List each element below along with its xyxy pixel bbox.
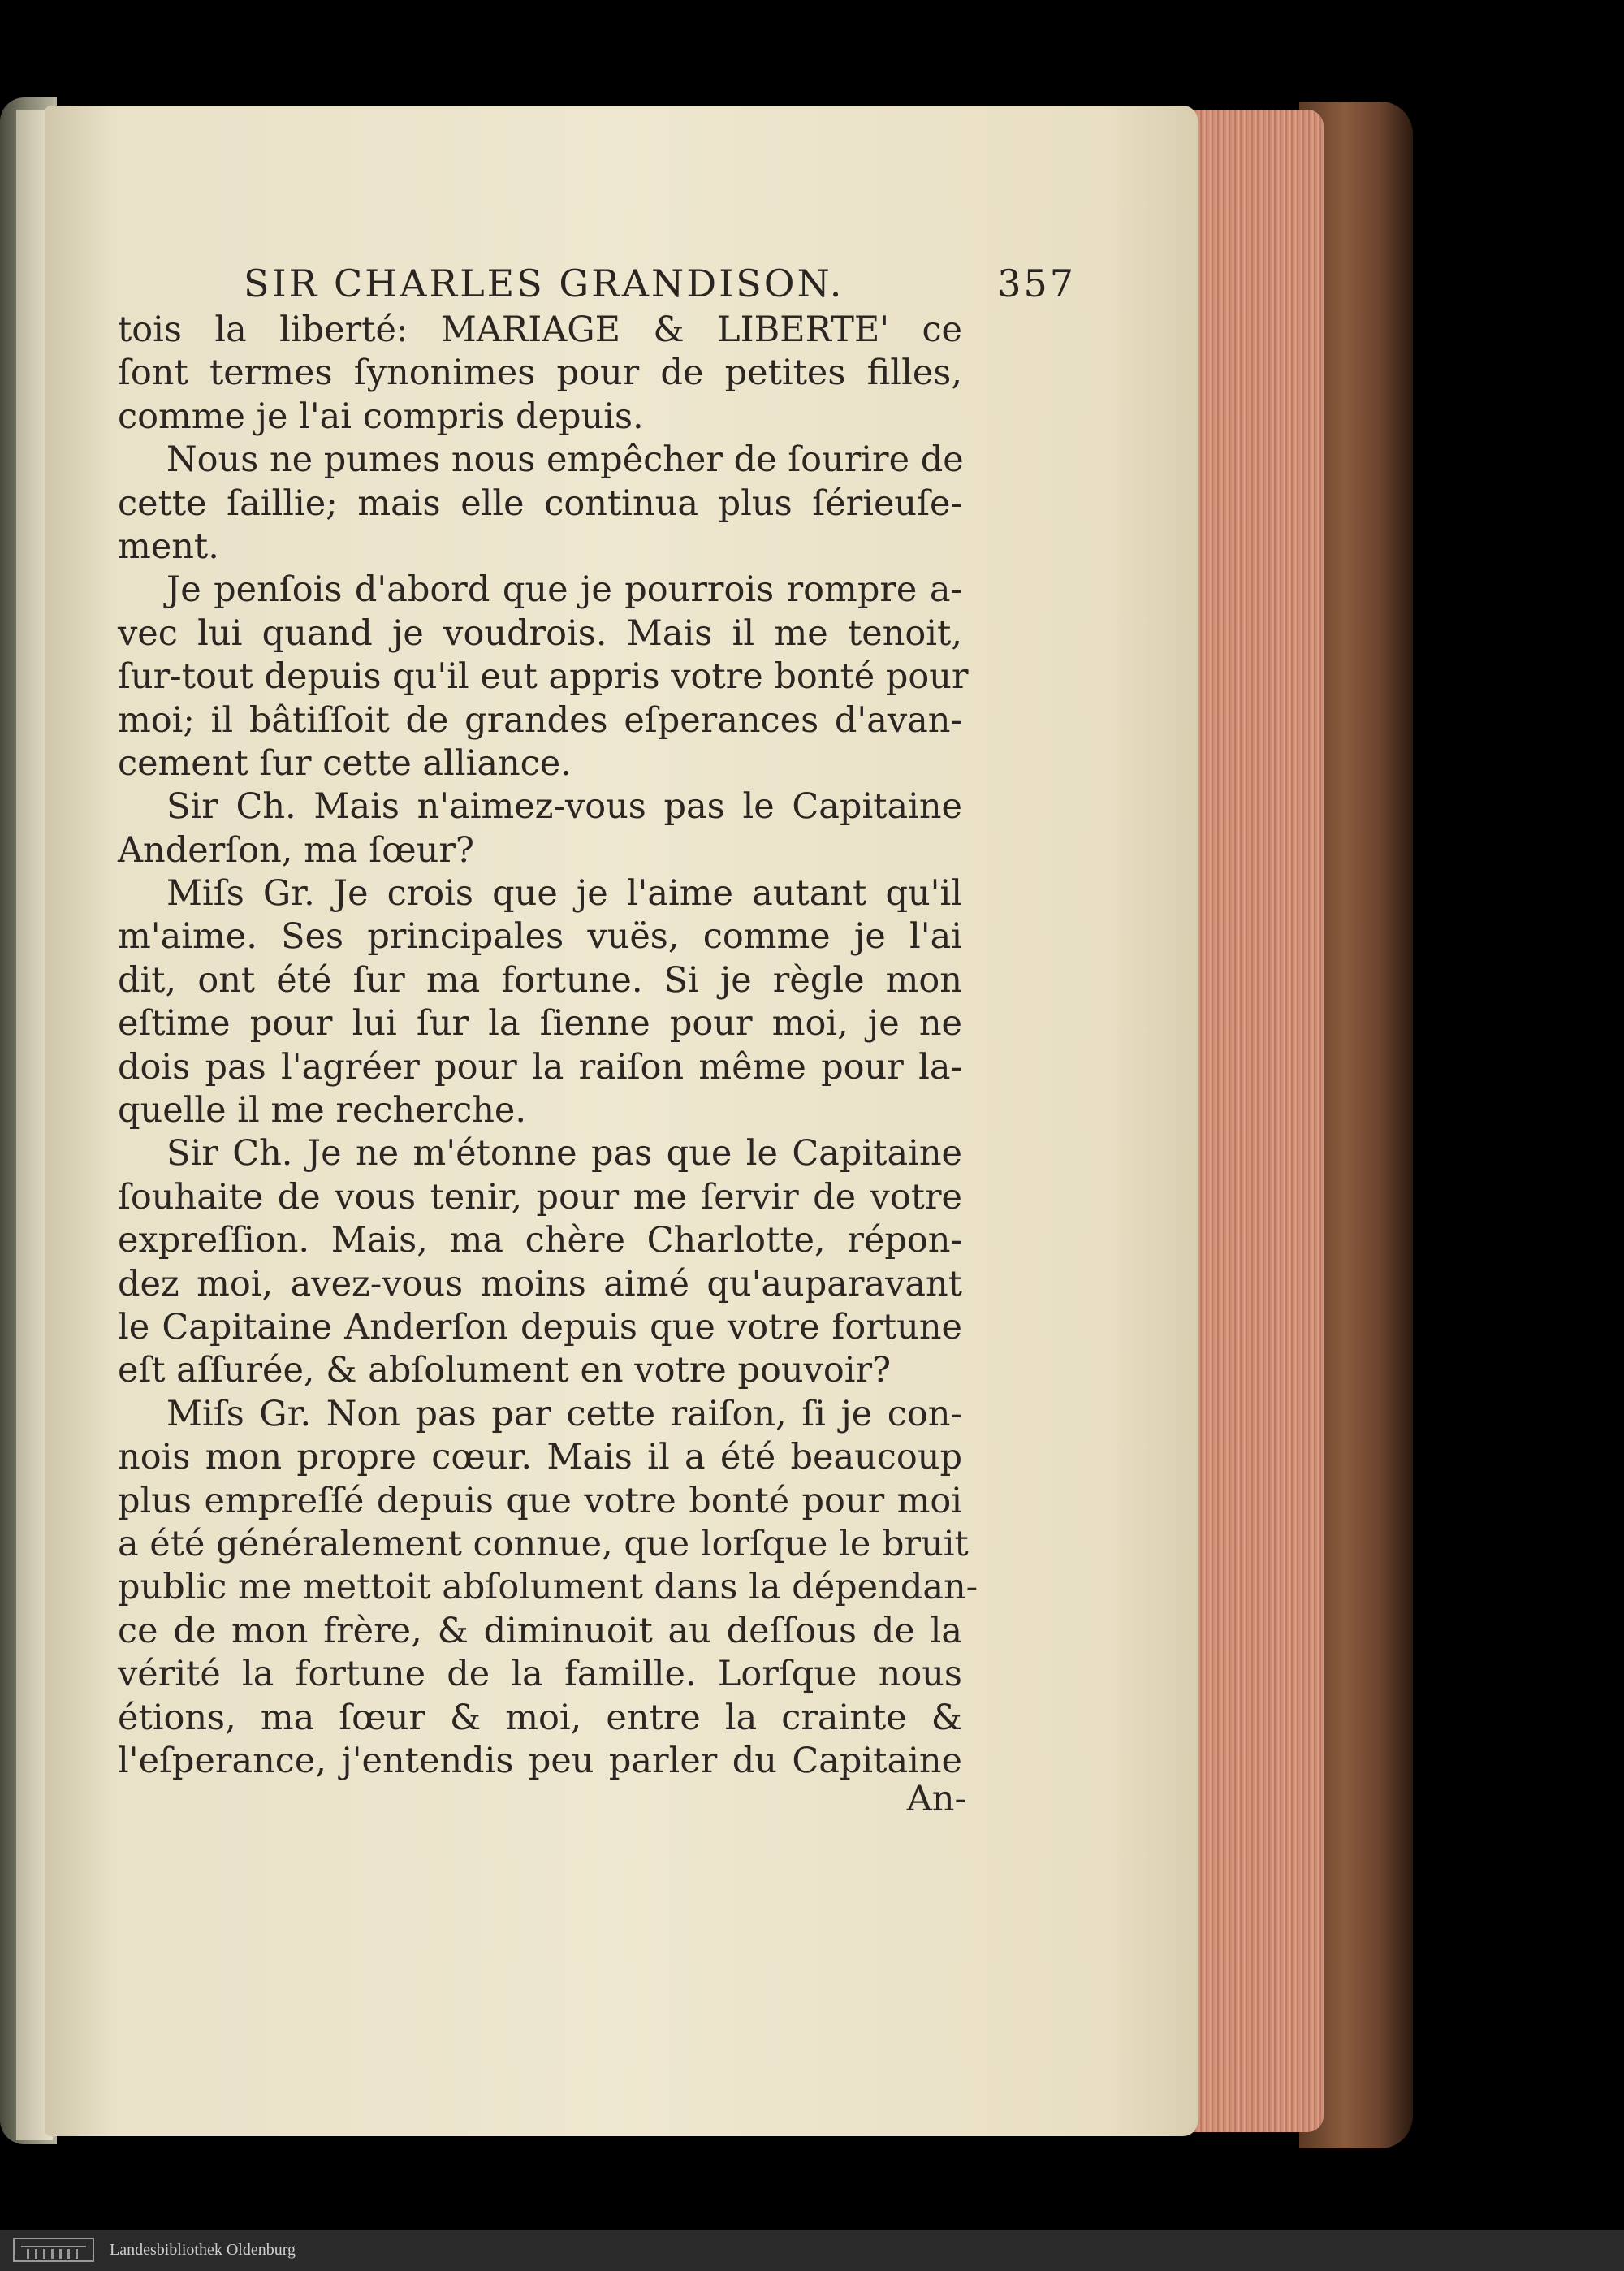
text-line: Sir Ch. Je ne m'étonne pas que le Capitaine xyxy=(166,1133,962,1174)
running-title: SIR CHARLES GRANDISON. xyxy=(244,262,844,305)
text-line: expreſſion. Mais, ma chère Charlotte, répon- xyxy=(118,1220,962,1261)
text-line: dez moi, avez-vous moins aimé qu'auparavant xyxy=(118,1263,962,1304)
text-line: plus empreſſé depuis que votre bonté pour moi xyxy=(118,1480,962,1521)
text-line: tois la liberté: MARIAGE & LIBERTE' ce xyxy=(118,309,962,350)
text-line: nois mon propre cœur. Mais il a été beaucoup xyxy=(118,1437,962,1478)
text-line: Je penſois d'abord que je pourrois rompre a- xyxy=(166,569,962,611)
text-line: Miſs Gr. Je crois que je l'aime autant qu'il xyxy=(166,873,962,915)
running-header xyxy=(244,262,1076,310)
text-line: quelle il me recherche. xyxy=(118,1090,527,1131)
text-line: dois pas l'agréer pour la raiſon même pour la- xyxy=(118,1046,962,1088)
text-line: public me mettoit abſolument dans la dépendan- xyxy=(118,1567,978,1608)
text-line: m'aime. Ses principales vuës, comme je l'ai xyxy=(118,916,962,958)
text-line: ment. xyxy=(118,526,219,567)
text-line: Nous ne pumes nous empêcher de ſourire de xyxy=(166,439,964,481)
text-line: comme je l'ai compris depuis. xyxy=(118,396,644,437)
library-building-icon xyxy=(13,2238,94,2262)
text-line: vérité la fortune de la famille. Lorſque nous xyxy=(118,1654,962,1695)
page-number: 357 xyxy=(997,262,1076,305)
text-line: Sir Ch. Mais n'aimez-vous pas le Capitaine xyxy=(166,786,962,828)
text-line: Miſs Gr. Non pas par cette raiſon, ſi je con- xyxy=(166,1393,962,1434)
text-line: eſtime pour lui ſur la ſienne pour moi, je ne xyxy=(118,1003,962,1045)
text-line: cement ſur cette alliance. xyxy=(118,742,572,784)
catchword: An- xyxy=(906,1779,966,1819)
text-line: ſur-tout depuis qu'il eut appris votre bonté pour xyxy=(118,656,969,698)
text-line: cette ſaillie; mais elle continua plus ſérieuſe- xyxy=(118,482,962,524)
text-line: ſont termes ſynonimes pour de petites filles, xyxy=(118,353,962,394)
text-line: ſouhaite de vous tenir, pour me ſervir de votre xyxy=(118,1176,962,1218)
footer-bar xyxy=(0,2230,1624,2271)
text-line: eſt aſſurée, & abſolument en votre pouvoir? xyxy=(118,1350,892,1391)
text-line: dit, ont été ſur ma fortune. Si je règle mon xyxy=(118,959,962,1001)
library-name: Landesbibliothek Oldenburg xyxy=(110,2241,296,2259)
text-line: moi; il bâtiſſoit de grandes eſperances d'avan- xyxy=(118,699,962,741)
text-line: vec lui quand je voudrois. Mais il me tenoit, xyxy=(118,612,962,654)
text-line: Anderſon, ma ſœur? xyxy=(118,829,474,871)
page-stack-edges xyxy=(1186,110,1324,2132)
text-line: ce de mon frère, & diminuoit au deſſous de la xyxy=(118,1610,962,1651)
text-line: étions, ma ſœur & moi, entre la crainte & xyxy=(118,1697,962,1738)
text-line: a été généralement connue, que lorſque le bruit xyxy=(118,1523,969,1564)
page-body-text xyxy=(118,309,978,1783)
text-line: le Capitaine Anderſon depuis que votre fortune xyxy=(118,1306,962,1347)
text-line: l'eſperance, j'entendis peu parler du Capitaine xyxy=(118,1740,962,1781)
